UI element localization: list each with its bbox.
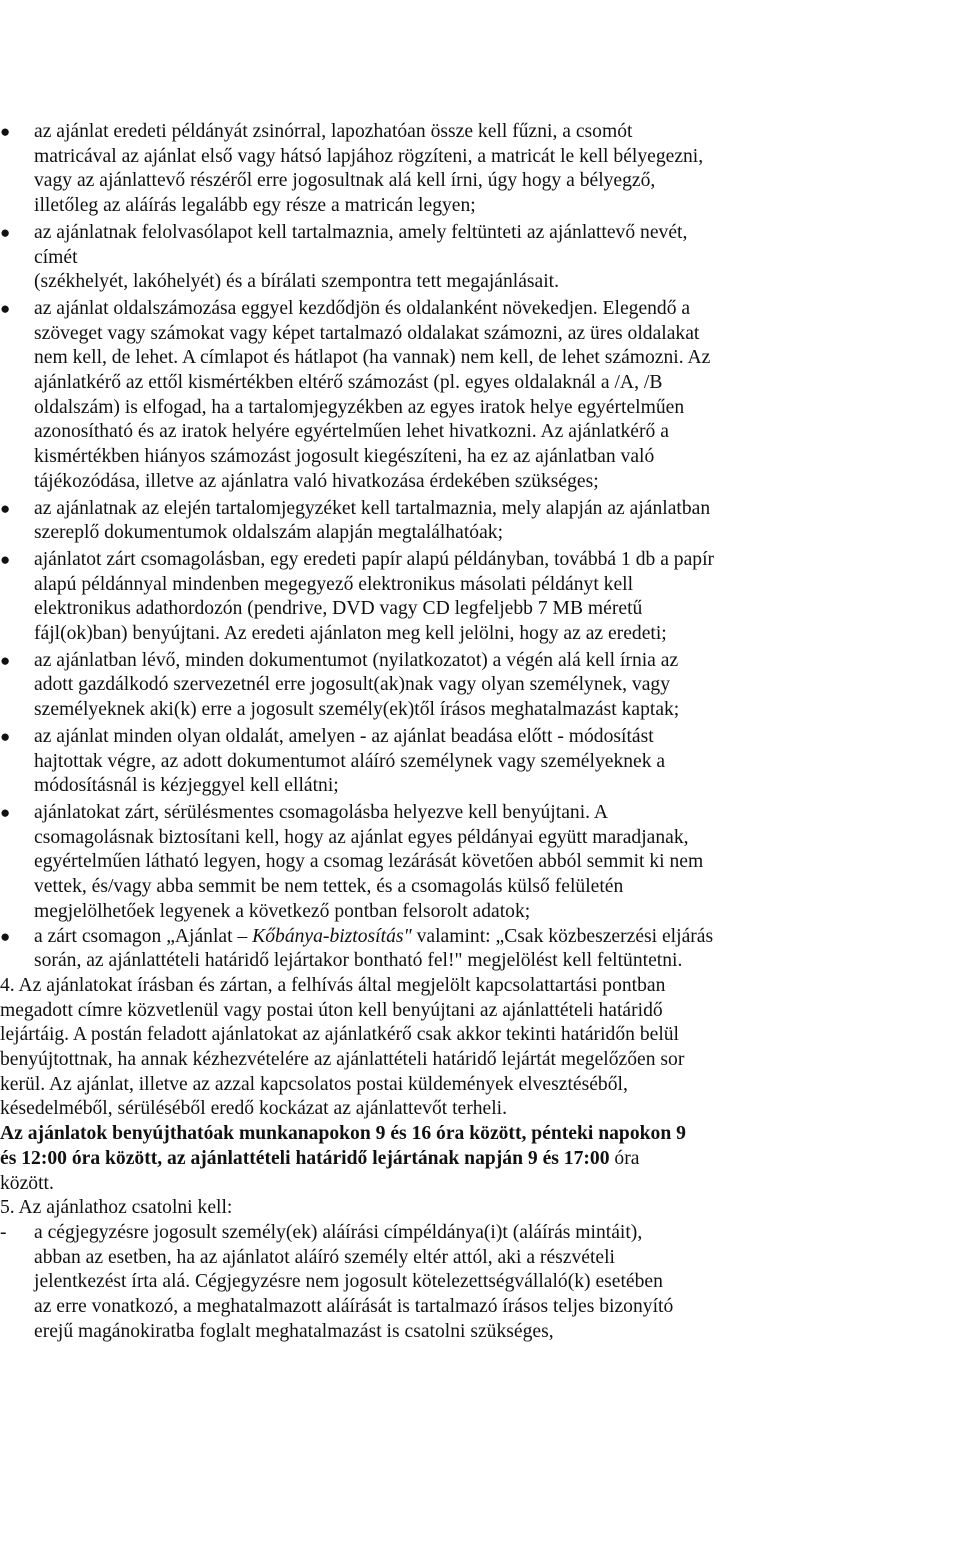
bullet-item (0, 497, 808, 546)
bullet-line: nem kell, de lehet. A címlapot és hátlapot (ha vannak) nem kell, de lehet számozni. Az (34, 347, 711, 369)
bullet-line: alapú példánnyal mindenben megegyező elektronikus másolati példányt kell (34, 573, 634, 595)
bullet-line: kismértékben hiányos számozást jogosult kiegészíteni, ha ez az ajánlatban való (34, 446, 655, 468)
section-number: 5. (0, 1197, 15, 1219)
bullet-item (0, 548, 808, 647)
section-4-line (0, 999, 808, 1024)
section-title: Az ajánlathoz csatolni kell: (18, 1197, 233, 1219)
bullet-line: hajtottak végre, az adott dokumentumot aláíró személynek vagy személyeknek a (34, 750, 666, 772)
dash-line: az erre vonatkozó, a meghatalmazott aláírását is tartalmazó írásos teljes bizonyító (34, 1296, 674, 1318)
bullet-line: egyértelműen látható legyen, hogy a csomag lezárását követően abból semmit ki nem (34, 851, 704, 873)
bullet-text-pre: a zárt csomagon „Ajánlat – (34, 925, 253, 947)
section-4-line (0, 974, 808, 999)
dash-line: erejű magánokiratba foglalt meghatalmazást is csatolni szükséges, (34, 1320, 554, 1342)
section-4-text: kerül. Az ajánlat, illetve az azzal kapcsolatos postai küldemények elvesztéséből, (0, 1073, 628, 1095)
bullet-line: vagy az ajánlattevő részéről erre jogosultnak alá kell írni, úgy hogy a bélyegző, (34, 170, 656, 192)
section-number: 4. (0, 974, 15, 996)
bullet-line: tájékozódása, illetve az ajánlatra való hivatkozása érdekében szükséges; (34, 470, 599, 492)
bullet-icon: ● (0, 926, 11, 946)
bullet-line: címét (34, 246, 78, 268)
bullet-line: elektronikus adathordozón (pendrive, DVD vagy CD legfeljebb 7 MB méretű (34, 598, 643, 620)
bullet-line: csomagolásnak biztosítani kell, hogy az ajánlat egyes példányai együtt maradjanak, (34, 826, 689, 848)
bullet-line: az ajánlatban lévő, minden dokumentumot (nyilatkozatot) a végén alá kell írnia az (34, 649, 679, 671)
submission-hours-paragraph (0, 1122, 808, 1196)
last-bullet-list (0, 925, 960, 974)
bullet-line: ajánlatokat zárt, sérülésmentes csomagolásba helyezve kell benyújtani. A (34, 801, 608, 823)
bullet-text-italic: Kőbánya-biztosítás" (252, 925, 412, 947)
section-4-line (0, 1023, 808, 1048)
bullet-line: módosításnál is kézjeggyel kell ellátni; (34, 775, 339, 797)
bullet-line: szereplő dokumentumok oldalszám alapján megtalálhatóak; (34, 522, 504, 544)
bullet-line: szöveget vagy számokat vagy képet tartalmazó oldalakat számozni, az üres oldalakat (34, 322, 700, 344)
section-4-line (0, 1073, 808, 1098)
bullet-icon: ● (0, 222, 11, 242)
bullet-line: az ajánlatnak az elején tartalomjegyzéket kell tartalmaznia, mely alapján az ajánlatban (34, 497, 711, 519)
section-4-text: Az ajánlatokat írásban és zártan, a felhívás által megjelölt kapcsolattartási pontban (18, 974, 666, 996)
bold-line (0, 1147, 808, 1172)
dash-icon: - (0, 1221, 7, 1243)
section-4-line (0, 1097, 808, 1122)
bullet-item (0, 120, 808, 219)
bullet-line: az ajánlat oldalszámozása eggyel kezdődjön és oldalanként növekedjen. Elegendő a (34, 297, 691, 319)
section-4-text: benyújtottnak, ha annak kézhezvételére az ajánlattételi határidő lejártát megelőzően sor (0, 1049, 685, 1071)
bullet-item (0, 297, 808, 495)
attachments-dash-list (0, 1221, 960, 1345)
bold-line: Az ajánlatok benyújthatóak munkanapokon 9 és 16 óra között, pénteki napokon 9 (0, 1123, 686, 1145)
section-4-line (0, 1048, 808, 1073)
section-4-text: megadott címre közvetlenül vagy postai úton kell benyújtani az ajánlattételi határidő (0, 999, 663, 1021)
bullet-item (0, 221, 808, 295)
bullet-line (34, 925, 808, 950)
dash-item (0, 1221, 808, 1345)
bullet-icon: ● (0, 726, 11, 746)
document-body (0, 120, 960, 1344)
bullet-icon: ● (0, 498, 11, 518)
bullet-line: fájl(ok)ban) benyújtani. Az eredeti ajánlaton meg kell jelölni, hogy az az eredeti; (34, 623, 667, 645)
bullet-line: során, az ajánlattételi határidő lejártakor bontható fel!" megjelölést kell feltüntetni. (34, 950, 683, 972)
bold-line-text: és 12:00 óra között, az ajánlattételi határidő lejártának napján 9 és 17:00 (0, 1147, 610, 1169)
section-4-text: lejártáig. A postán feladott ajánlatokat az ajánlatkérő csak akkor tekinti határidőn belül (0, 1024, 679, 1046)
bullet-text-post: valamint: „Csak közbeszerzési eljárás (411, 925, 714, 947)
section-4-text: késedelméből, sérüléséből eredő kockázat az ajánlattevőt terheli. (0, 1098, 508, 1120)
bullet-item (0, 649, 808, 723)
bullet-icon: ● (0, 802, 11, 822)
section-4 (0, 974, 808, 1122)
bullet-item (0, 801, 808, 925)
normal-line: között. (0, 1172, 54, 1194)
bullet-line: megjelölhetőek legyenek a következő pontban felsorolt adatok; (34, 900, 531, 922)
bullet-icon: ● (0, 298, 11, 318)
bullet-line: illetőleg az aláírás legalább egy része a matricán legyen; (34, 195, 476, 217)
bullet-line: azonosítható és az iratok helyére egyértelműen lehet hivatkozni. Az ajánlatkérő a (34, 421, 669, 443)
bullet-line: (székhelyét, lakóhelyét) és a bírálati szempontra tett megajánlásait. (34, 271, 560, 293)
dash-line: abban az esetben, ha az ajánlatot aláíró személy eltér attól, aki a részvételi (34, 1246, 615, 1268)
bullet-line: személyeknek aki(k) erre a jogosult személy(ek)től írásos meghatalmazást kaptak; (34, 699, 680, 721)
bullet-icon: ● (0, 122, 11, 141)
dash-line: jelentkezést írta alá. Cégjegyzésre nem jogosult kötelezettségvállaló(k) esetében (34, 1271, 663, 1293)
bullet-line: az ajánlat minden olyan oldalát, amelyen - az ajánlat beadása előtt - módosítást (34, 725, 654, 747)
bullet-line: az ajánlat eredeti példányát zsinórral, lapozhatóan össze kell fűzni, a csomót (34, 121, 633, 142)
dash-line: a cégjegyzésre jogosult személy(ek) aláírási címpéldánya(i)t (aláírás mintáit), (34, 1221, 643, 1243)
bullet-line: matricával az ajánlat első vagy hátsó lapjához rögzíteni, a matricát le kell bélyegezni, (34, 145, 704, 167)
normal-line-text: óra (609, 1147, 640, 1169)
bullet-item (0, 725, 808, 799)
bullet-line: ajánlatot zárt csomagolásban, egy eredeti papír alapú példányban, továbbá 1 db a papír (34, 548, 715, 570)
section-5-heading (0, 1196, 808, 1221)
bullet-icon: ● (0, 549, 11, 569)
bullet-line: az ajánlatnak felolvasólapot kell tartalmaznia, amely feltünteti az ajánlattevő nevét, (34, 221, 688, 243)
section-5 (0, 1196, 808, 1221)
bullet-line: adott gazdálkodó szervezetnél erre jogosult(ak)nak vagy olyan személynek, vagy (34, 674, 671, 696)
bullet-icon: ● (0, 650, 11, 670)
bullet-item-packaging-label (0, 925, 808, 974)
bullet-line: vettek, és/vagy abba semmit be nem tettek, és a csomagolás külső felületén (34, 876, 624, 898)
bullet-line: oldalszám) is elfogad, ha a tartalomjegyzékben az egyes iratok helye egyértelműen (34, 396, 685, 418)
requirements-bullet-list (0, 120, 960, 925)
bullet-line: ajánlatkérő az ettől kismértékben eltérő számozást (pl. egyes oldalaknál a /A, /B (34, 372, 663, 394)
